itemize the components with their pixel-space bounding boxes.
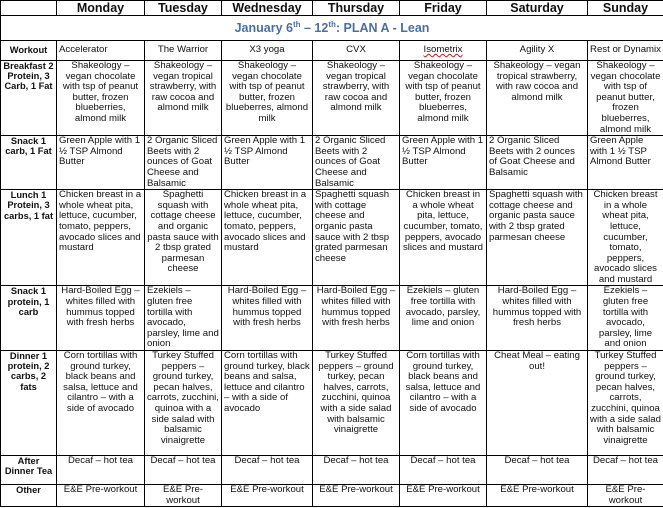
row-label-workout: Workout: [1, 41, 57, 61]
lunch-cell-sunday: Chicken breast in a whole wheat pita, lettuce, cucumber, tomato, peppers, avocado slices and mustard: [588, 190, 663, 286]
snack2-cell-wednesday: Hard-Boiled Egg – whites filled with hummus topped with fresh herbs: [222, 286, 313, 351]
snack1-cell-friday: Green Apple with 1 ½ TSP Almond Butter: [400, 136, 487, 190]
workout-row: [1, 41, 663, 61]
row-label-after-dinner-tea: After Dinner Tea: [1, 456, 57, 485]
tea-cell-wednesday: Decaf – hot tea: [222, 456, 313, 485]
workout-cell-friday-text: Isometrix: [423, 44, 463, 56]
dinner-cell-friday: Corn tortillas with ground turkey, black beans and salsa, lettuce and cilantro – with a side of avocado: [400, 351, 487, 456]
snack2-cell-sunday: Ezekiels – gluten free tortilla with avocado, parsley, lime and onion: [588, 286, 663, 351]
row-label-lunch: Lunch 1 Protein, 3 carbs, 1 fat: [1, 190, 57, 286]
snack2-cell-monday: Hard-Boiled Egg – whites filled with hummus topped with fresh herbs: [57, 286, 145, 351]
tea-cell-saturday: Decaf – hot tea: [487, 456, 588, 485]
dinner-row: [1, 351, 663, 456]
snack1-cell-thursday: 2 Organic Sliced Beets with 2 ounces of Goat Cheese and Balsamic: [313, 136, 400, 190]
day-header-monday: Monday: [57, 1, 145, 16]
snack1-cell-tuesday: 2 Organic Sliced Beets with 2 ounces of Goat Cheese and Balsamic: [145, 136, 222, 190]
breakfast-cell-saturday: Shakeology – vegan tropical strawberry, with raw cocoa and almond milk: [487, 61, 588, 136]
lunch-cell-tuesday: Spaghetti squash with cottage cheese and organic pasta sauce with 2 tbsp grated parmesan cheese: [145, 190, 222, 286]
plan-title-sup1: th: [292, 19, 301, 29]
other-row: [1, 485, 663, 507]
tea-cell-thursday: Decaf – hot tea: [313, 456, 400, 485]
snack2-row: [1, 286, 663, 351]
dinner-cell-wednesday: Corn tortillas with ground turkey, black beans and salsa, lettuce and cilantro – with a side of avocado: [222, 351, 313, 456]
lunch-cell-monday: Chicken breast in a whole wheat pita, lettuce, cucumber, tomato, peppers, avocado slices and mustard: [57, 190, 145, 286]
workout-cell-saturday: Agility X: [487, 41, 588, 61]
plan-title: [1, 16, 663, 41]
lunch-cell-thursday: Spaghetti squash with cottage cheese and organic pasta sauce with 2 tbsp grated parmesan cheese: [313, 190, 400, 286]
plan-title-row: [1, 16, 663, 41]
day-header-tuesday: Tuesday: [145, 1, 222, 16]
plan-title-suffix: : PLAN A - Lean: [335, 20, 430, 35]
day-header-wednesday: Wednesday: [222, 1, 313, 16]
breakfast-cell-tuesday: Shakeology – vegan tropical strawberry, with raw cocoa and almond milk: [145, 61, 222, 136]
row-label-breakfast: Breakfast 2 Protein, 3 Carb, 1 Fat: [1, 61, 57, 136]
breakfast-cell-monday: Shakeology – vegan chocolate with tsp of peanut butter, frozen blueberries, almond milk: [57, 61, 145, 136]
tea-cell-monday: Decaf – hot tea: [57, 456, 145, 485]
tea-cell-sunday: Decaf – hot tea: [588, 456, 663, 485]
day-header-thursday: Thursday: [313, 1, 400, 16]
day-header-row: [1, 1, 663, 16]
breakfast-cell-sunday: Shakeology – vegan chocolate with tsp of peanut butter, frozen blueberres, almond milk: [588, 61, 663, 136]
day-header-sunday: Sunday: [588, 1, 663, 16]
snack1-row: [1, 136, 663, 190]
snack2-cell-saturday: Hard-Boiled Egg – whites filled with hummus topped with fresh herbs: [487, 286, 588, 351]
plan-title-sup2: th: [328, 19, 336, 29]
tea-cell-friday: Decaf – hot tea: [400, 456, 487, 485]
dinner-cell-monday: Corn tortillas with ground turkey, black beans and salsa, lettuce and cilantro – with a side of avocado: [57, 351, 145, 456]
day-header-friday: Friday: [400, 1, 487, 16]
dinner-cell-saturday: Cheat Meal – eating out!: [487, 351, 588, 456]
breakfast-cell-wednesday: Shakeology – vegan chocolate with tsp of peanut butter, frozen blueberres, almond milk: [222, 61, 313, 136]
corner-cell: [1, 1, 57, 16]
row-label-dinner: Dinner 1 protein, 2 carbs, 2 fats: [1, 351, 57, 456]
dinner-cell-sunday: Turkey Stuffed peppers – ground turkey, pecan halves, carrots, zucchini, quinoa with a side salad with balsamic vinaigrette: [588, 351, 663, 456]
row-label-snack2: Snack 1 protein, 1 carb: [1, 286, 57, 351]
snack1-cell-wednesday: Green Apple with 1 ½ TSP Almond Butter: [222, 136, 313, 190]
snack2-cell-thursday: Hard-Boiled Egg – whites filled with hummus topped with fresh herbs: [313, 286, 400, 351]
row-label-snack1: Snack 1 carb, 1 Fat: [1, 136, 57, 190]
dinner-cell-thursday: Turkey Stuffed peppers – ground turkey, pecan halves, carrots, zucchini, quinoa with a side salad with balsamic vinaigrette: [313, 351, 400, 456]
workout-cell-monday: Accelerator: [57, 41, 145, 61]
plan-title-middle: – 12: [300, 20, 329, 35]
snack1-cell-saturday: 2 Organic Sliced Beets with 2 ounces of Goat Cheese and Balsamic: [487, 136, 588, 190]
other-cell-saturday: E&E Pre-workout: [487, 485, 588, 507]
workout-cell-friday: [400, 41, 487, 61]
after-dinner-tea-row: [1, 456, 663, 485]
other-cell-thursday: E&E Pre-workout: [313, 485, 400, 507]
lunch-cell-wednesday: Chicken breast in a whole wheat pita, lettuce, cucumber, tomato, peppers, avocado slices and mustard: [222, 190, 313, 286]
breakfast-cell-thursday: Shakeology – vegan tropical strawberry, with raw cocoa and almond milk: [313, 61, 400, 136]
other-cell-sunday: E&E Pre-workout: [588, 485, 663, 507]
lunch-cell-saturday: Spaghetti squash with cottage cheese and organic pasta sauce with 2 tbsp grated parmesan cheese: [487, 190, 588, 286]
row-label-other: Other: [1, 485, 57, 507]
other-cell-tuesday: E&E Pre-workout: [145, 485, 222, 507]
workout-cell-sunday: Rest or Dynamix: [588, 41, 663, 61]
breakfast-row: [1, 61, 663, 136]
snack2-cell-friday: Ezekiels – gluten free tortilla with avocado, parsley, lime and onion: [400, 286, 487, 351]
snack1-cell-sunday: Green Apple with 1 ½ TSP Almond Butter: [588, 136, 663, 190]
breakfast-cell-friday: Shakeology – vegan chocolate with tsp of peanut butter, frozen blueberres, almond milk: [400, 61, 487, 136]
tea-cell-tuesday: Decaf – hot tea: [145, 456, 222, 485]
workout-cell-wednesday: X3 yoga: [222, 41, 313, 61]
other-cell-friday: E&E Pre-workout: [400, 485, 487, 507]
other-cell-monday: E&E Pre-workout: [57, 485, 145, 507]
lunch-cell-friday: Chicken breast in a whole wheat pita, lettuce, cucumber, tomato, peppers, avocado slices and mustard: [400, 190, 487, 286]
dinner-cell-tuesday: Turkey Stuffed peppers – ground turkey, pecan halves, carrots, zucchini, quinoa with a side salad with balsamic vinaigrette: [145, 351, 222, 456]
lunch-row: [1, 190, 663, 286]
workout-cell-thursday: CVX: [313, 41, 400, 61]
workout-cell-tuesday: The Warrior: [145, 41, 222, 61]
snack2-cell-tuesday: Ezekiels – gluten free tortilla with avocado, parsley, lime and onion: [145, 286, 222, 351]
other-cell-wednesday: E&E Pre-workout: [222, 485, 313, 507]
plan-title-prefix: January 6: [234, 20, 293, 35]
day-header-saturday: Saturday: [487, 1, 588, 16]
snack1-cell-monday: Green Apple with 1 ½ TSP Almond Butter: [57, 136, 145, 190]
